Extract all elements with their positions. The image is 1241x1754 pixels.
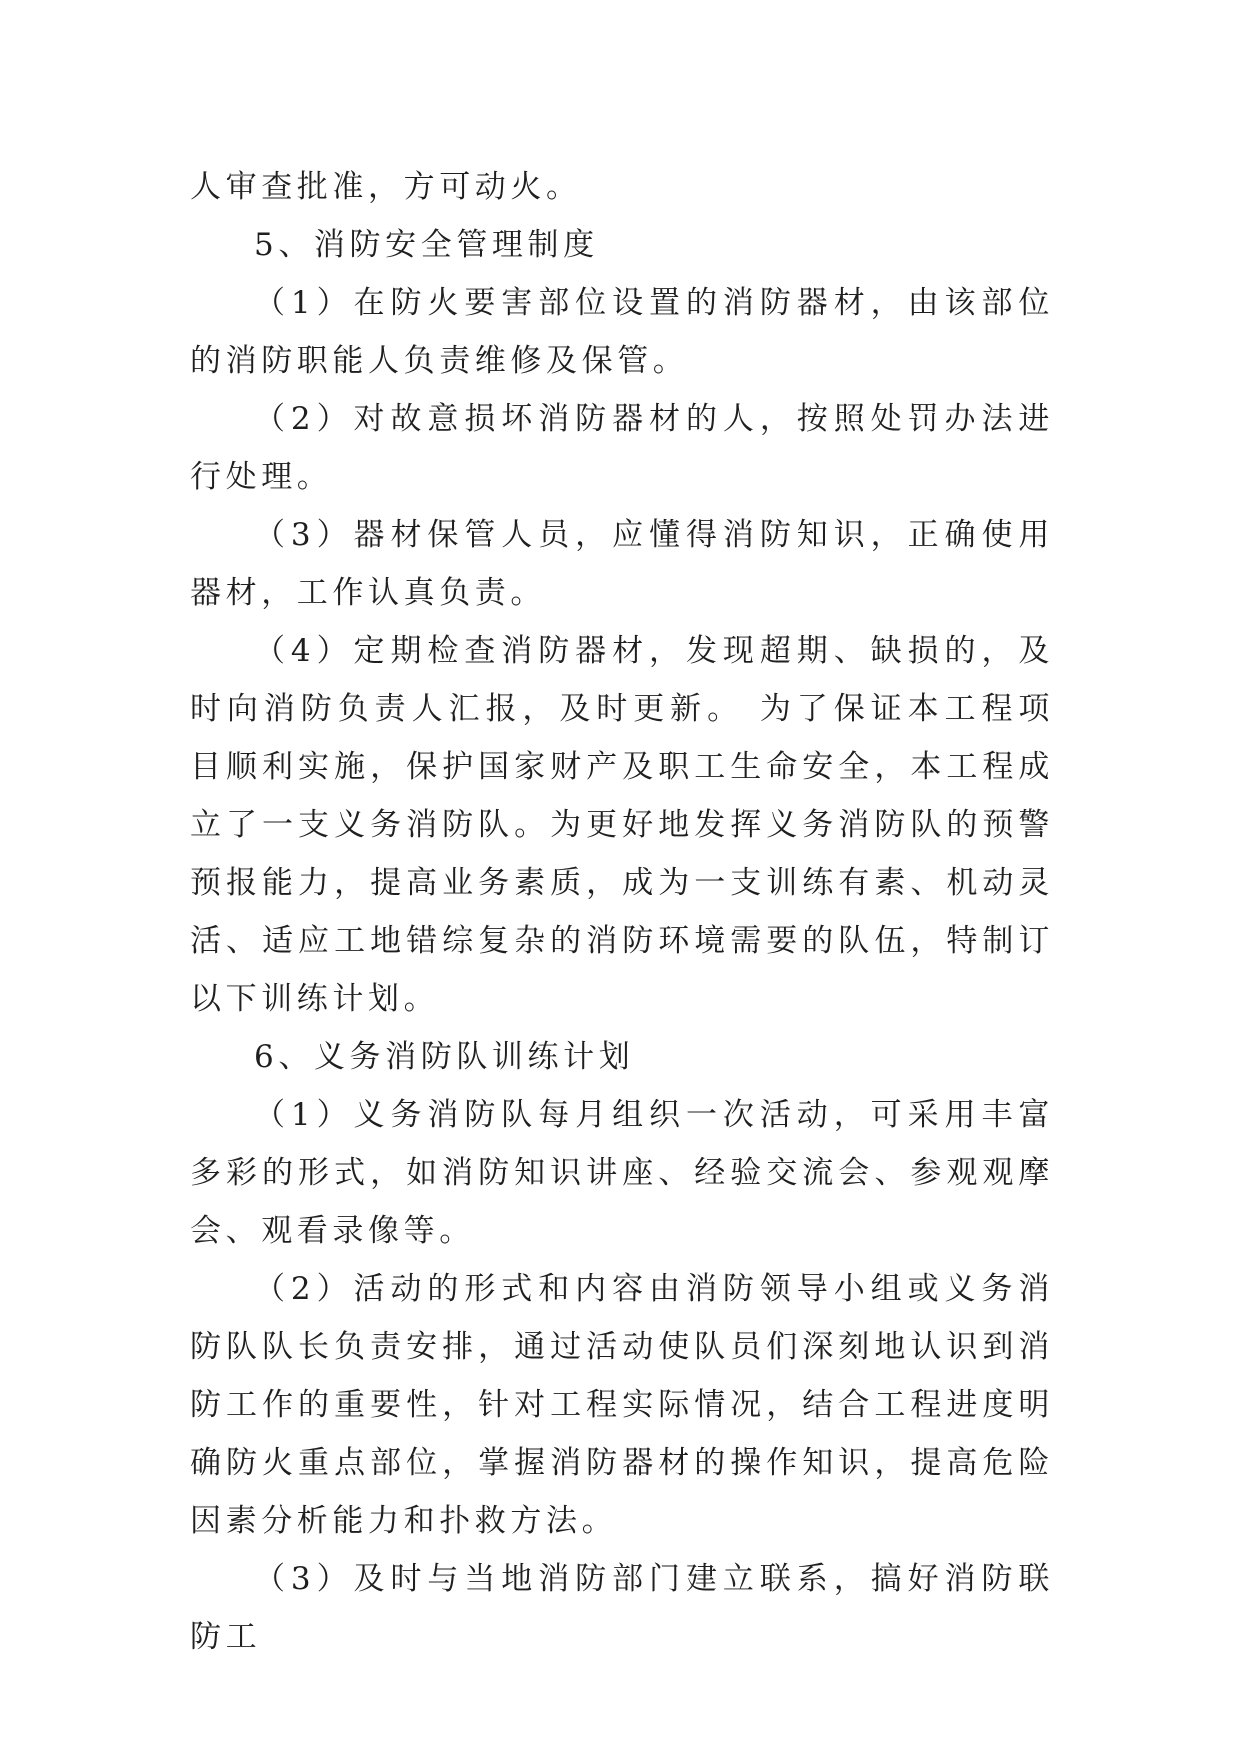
section-5-item-2: （2）对故意损坏消防器材的人，按照处罚办法进行处理。 <box>190 401 1054 495</box>
document-body <box>190 158 1054 1666</box>
section-5-item-4: （4）定期检查消防器材，发现超期、缺损的，及时向消防负责人汇报，及时更新。 为了保证本工程项目顺利实施，保护国家财产及职工生命安全，本工程成立了一支义务消防队。为更好地发挥义务消防队的预警预报能力，提高业务素质，成为一支训练有素、机动灵活、适应工地错综复杂的消防环境需要的队伍，特制订以下训练计划。 <box>190 633 1054 1017</box>
section-6-item-2: （2）活动的形式和内容由消防领导小组或义务消防队队长负责安排，通过活动使队员们深刻地认识到消防工作的重要性，针对工程实际情况，结合工程进度明确防火重点部位，掌握消防器材的操作知识，提高危险因素分析能力和扑救方法。 <box>190 1271 1054 1539</box>
section-6-item-3: （3）及时与当地消防部门建立联系，搞好消防联防工 <box>190 1561 1054 1655</box>
section-6-heading: 6、义务消防队训练计划 <box>254 1039 635 1075</box>
section-5-heading: 5、消防安全管理制度 <box>254 227 599 263</box>
section-6-item-1: （1）义务消防队每月组织一次活动，可采用丰富多彩的形式，如消防知识讲座、经验交流会、参观观摩会、观看录像等。 <box>190 1097 1054 1249</box>
section-5-item-1: （1）在防火要害部位设置的消防器材，由该部位的消防职能人负责维修及保管。 <box>190 285 1054 379</box>
continuation-paragraph: 人审查批准，方可动火。 <box>190 169 582 205</box>
section-5-item-3: （3）器材保管人员，应懂得消防知识，正确使用器材，工作认真负责。 <box>190 517 1054 611</box>
